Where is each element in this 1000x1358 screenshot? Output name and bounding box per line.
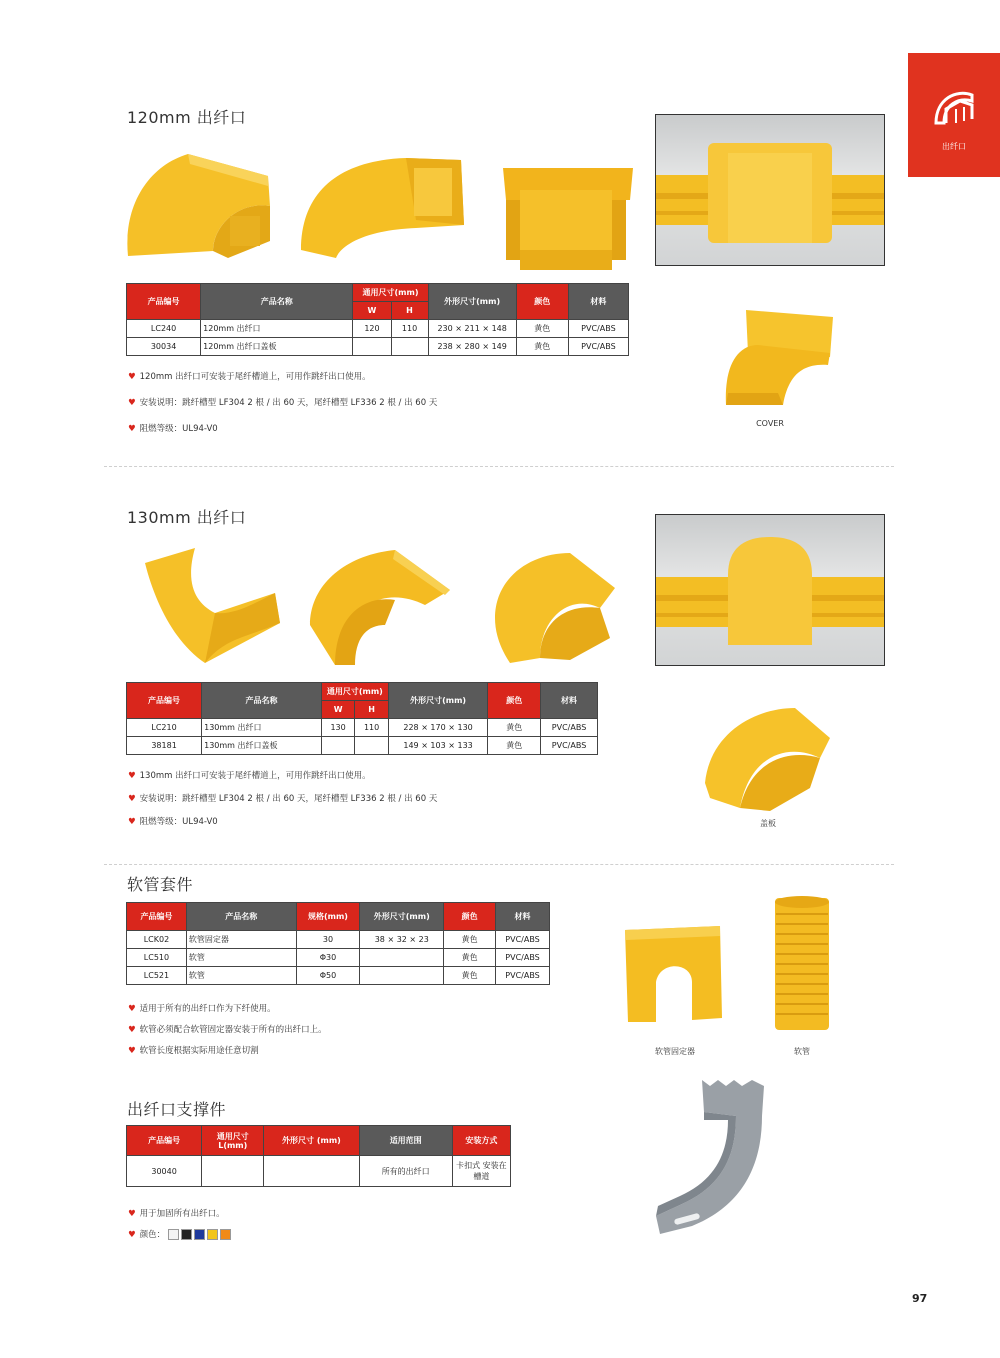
section-divider: [104, 466, 894, 467]
installed-outlet-illustration: [656, 115, 884, 265]
header-inner: 通用尺寸(mm): [353, 284, 428, 302]
note-item: ♥ 用于加固所有出纤口。: [128, 1209, 225, 1219]
note-item-colors: ♥ 颜色：: [128, 1228, 233, 1240]
cell-name: 130mm 出纤口盖板: [202, 737, 322, 755]
cell-color: 黄色: [516, 338, 568, 356]
cell-code: LC210: [127, 719, 202, 737]
bullet-heart-icon: ♥: [128, 424, 136, 434]
cell-size: Φ30: [296, 949, 360, 967]
bullet-heart-icon: ♥: [128, 1004, 136, 1014]
header-name: 产品名称: [201, 284, 353, 320]
header-w: W: [321, 701, 354, 719]
note-item: ♥ 适用于所有的出纤口作为下纤使用。: [128, 1004, 276, 1014]
table-row: [127, 967, 550, 985]
cell-name: 软管: [186, 949, 296, 967]
header-color: 颜色: [444, 903, 496, 931]
header-code: 产品编号: [127, 683, 202, 719]
cell-name: 120mm 出纤口盖板: [201, 338, 353, 356]
header-size: 通用尺寸 L(mm): [202, 1126, 264, 1156]
color-swatch-black: [181, 1229, 192, 1240]
caption-cover-130: 盖板: [760, 819, 776, 828]
bullet-heart-icon: ♥: [128, 1025, 136, 1035]
page-number: 97: [912, 1292, 928, 1305]
caption-cover-120: COVER: [756, 419, 784, 428]
note-item: ♥ 软管长度根据实际用途任意切割: [128, 1046, 259, 1056]
header-material: 材料: [568, 284, 628, 320]
product-image-120-outlet: [118, 146, 283, 266]
category-tab: [908, 53, 1000, 177]
cell-color: 黄色: [488, 719, 541, 737]
product-image-120-cover-piece: [718, 305, 838, 410]
table-row: [127, 719, 598, 737]
cell-outer: 238 × 280 × 149: [428, 338, 516, 356]
header-code: 产品编号: [127, 1126, 202, 1156]
color-swatch-white: [168, 1229, 179, 1240]
cell-material: PVC/ABS: [568, 338, 628, 356]
table-row: [127, 931, 550, 949]
section-title-120: 120mm 出纤口: [127, 108, 247, 127]
cell-install: 卡扣式 安装在槽道: [452, 1156, 510, 1187]
cell-material: PVC/ABS: [496, 967, 550, 985]
cell-code: 38181: [127, 737, 202, 755]
header-material: 材料: [541, 683, 598, 719]
header-install: 安装方式: [452, 1126, 510, 1156]
table-row: [127, 338, 629, 356]
notes-bracket: [128, 1207, 233, 1254]
header-outer: 外形尺寸(mm): [360, 903, 444, 931]
section-divider: [104, 864, 894, 865]
product-image-130-elbow: [305, 545, 455, 670]
cell-name: 软管固定器: [186, 931, 296, 949]
cell-code: LC240: [127, 320, 201, 338]
note-item: ♥ 阻燃等级：UL94-V0: [128, 424, 218, 434]
note-item: ♥ 120mm 出纤口可安装于尾纤槽道上，可用作跳纤出口使用。: [128, 372, 371, 382]
spec-table-120: [126, 283, 629, 356]
spec-table-bracket: [126, 1125, 511, 1187]
bullet-heart-icon: ♥: [128, 1046, 136, 1056]
cell-outer: [264, 1156, 359, 1187]
product-image-130-outlet: [135, 543, 285, 671]
installed-photo-120: [655, 114, 885, 266]
product-image-130-cover: [490, 548, 620, 666]
product-image-bracket: [652, 1076, 774, 1238]
notes-130: [128, 769, 437, 841]
header-code: 产品编号: [127, 903, 187, 931]
fiber-outlet-icon: [926, 79, 982, 135]
cell-material: PVC/ABS: [541, 737, 598, 755]
cell-material: PVC/ABS: [496, 949, 550, 967]
header-w: W: [353, 302, 391, 320]
cell-w: [321, 737, 354, 755]
cell-w: [353, 338, 391, 356]
cell-outer: 228 × 170 × 130: [388, 719, 487, 737]
bullet-heart-icon: ♥: [128, 817, 136, 827]
cell-code: LC521: [127, 967, 187, 985]
product-image-hose: [772, 894, 832, 1034]
spec-table-hose: [126, 902, 550, 985]
cell-w: 120: [353, 320, 391, 338]
header-h: H: [391, 302, 428, 320]
cell-color: 黄色: [444, 967, 496, 985]
note-item: ♥ 软管必须配合软管固定器安装于所有的出纤口上。: [128, 1025, 327, 1035]
category-tab-label: 出纤口: [942, 142, 966, 151]
header-outer: 外形尺寸(mm): [388, 683, 487, 719]
notes-120: [128, 370, 437, 448]
cell-name: 120mm 出纤口: [201, 320, 353, 338]
cell-color: 黄色: [488, 737, 541, 755]
table-row: [127, 1156, 511, 1187]
header-h: H: [355, 701, 388, 719]
installed-outlet-illustration: [656, 515, 884, 665]
cell-material: PVC/ABS: [541, 719, 598, 737]
bullet-heart-icon: ♥: [128, 771, 136, 781]
section-title-130: 130mm 出纤口: [127, 508, 247, 527]
cell-outer: 38 × 32 × 23: [360, 931, 444, 949]
header-scope: 适用范围: [359, 1126, 452, 1156]
product-image-hose-holder: [620, 922, 726, 1026]
cell-code: LC510: [127, 949, 187, 967]
section-title-hose: 软管套件: [127, 875, 194, 894]
note-item: ♥ 130mm 出纤口可安装于尾纤槽道上，可用作跳纤出口使用。: [128, 771, 371, 781]
header-color: 颜色: [516, 284, 568, 320]
cell-name: 130mm 出纤口: [202, 719, 322, 737]
table-row: [127, 737, 598, 755]
note-item: ♥ 安装说明：跳纤槽型 LF304 2 根 / 出 60 天，尾纤槽型 LF336 2 根 / 出 60 天: [128, 398, 438, 408]
cell-color: 黄色: [516, 320, 568, 338]
cell-material: PVC/ABS: [496, 931, 550, 949]
bullet-heart-icon: ♥: [128, 1209, 136, 1219]
cell-size: Φ50: [296, 967, 360, 985]
cell-scope: 所有的出纤口: [359, 1156, 452, 1187]
cell-outer: 230 × 211 × 148: [428, 320, 516, 338]
cell-size: 30: [296, 931, 360, 949]
spec-table-130: [126, 682, 598, 755]
cell-size: [202, 1156, 264, 1187]
product-image-120-elbow: [296, 150, 471, 260]
cell-h: [391, 338, 428, 356]
header-name: 产品名称: [186, 903, 296, 931]
bullet-heart-icon: ♥: [128, 372, 136, 382]
cell-outer: [360, 949, 444, 967]
cell-color: 黄色: [444, 949, 496, 967]
color-swatch-orange: [220, 1229, 231, 1240]
table-row: [127, 320, 629, 338]
cell-h: 110: [391, 320, 428, 338]
cell-outer: 149 × 103 × 133: [388, 737, 487, 755]
cell-code: LCK02: [127, 931, 187, 949]
header-outer: 外形尺寸(mm): [428, 284, 516, 320]
table-row: [127, 949, 550, 967]
color-swatch-blue: [194, 1229, 205, 1240]
cell-color: 黄色: [444, 931, 496, 949]
cell-material: PVC/ABS: [568, 320, 628, 338]
cell-h: [355, 737, 388, 755]
cell-code: 30034: [127, 338, 201, 356]
bullet-heart-icon: ♥: [128, 794, 136, 804]
bullet-heart-icon: ♥: [128, 1230, 136, 1240]
caption-hose: 软管: [794, 1047, 810, 1056]
product-image-130-cover-piece: [700, 703, 835, 813]
cell-name: 软管: [186, 967, 296, 985]
cell-code: 30040: [127, 1156, 202, 1187]
header-inner: 通用尺寸(mm): [321, 683, 388, 701]
header-color: 颜色: [488, 683, 541, 719]
bullet-heart-icon: ♥: [128, 398, 136, 408]
note-item: ♥ 安装说明：跳纤槽型 LF304 2 根 / 出 60 天，尾纤槽型 LF336 2 根 / 出 60 天: [128, 794, 438, 804]
cell-outer: [360, 967, 444, 985]
header-material: 材料: [496, 903, 550, 931]
cell-h: 110: [355, 719, 388, 737]
header-code: 产品编号: [127, 284, 201, 320]
section-title-bracket: 出纤口支撑件: [127, 1100, 227, 1119]
note-item: ♥ 阻燃等级：UL94-V0: [128, 817, 218, 827]
cell-w: 130: [321, 719, 354, 737]
color-swatch-yellow: [207, 1229, 218, 1240]
caption-hose-holder: 软管固定器: [655, 1047, 695, 1056]
header-name: 产品名称: [202, 683, 322, 719]
notes-hose: [128, 1002, 327, 1065]
product-image-120-cover: [498, 160, 638, 272]
header-outer: 外形尺寸 (mm): [264, 1126, 359, 1156]
installed-photo-130: [655, 514, 885, 666]
header-size: 规格(mm): [296, 903, 360, 931]
